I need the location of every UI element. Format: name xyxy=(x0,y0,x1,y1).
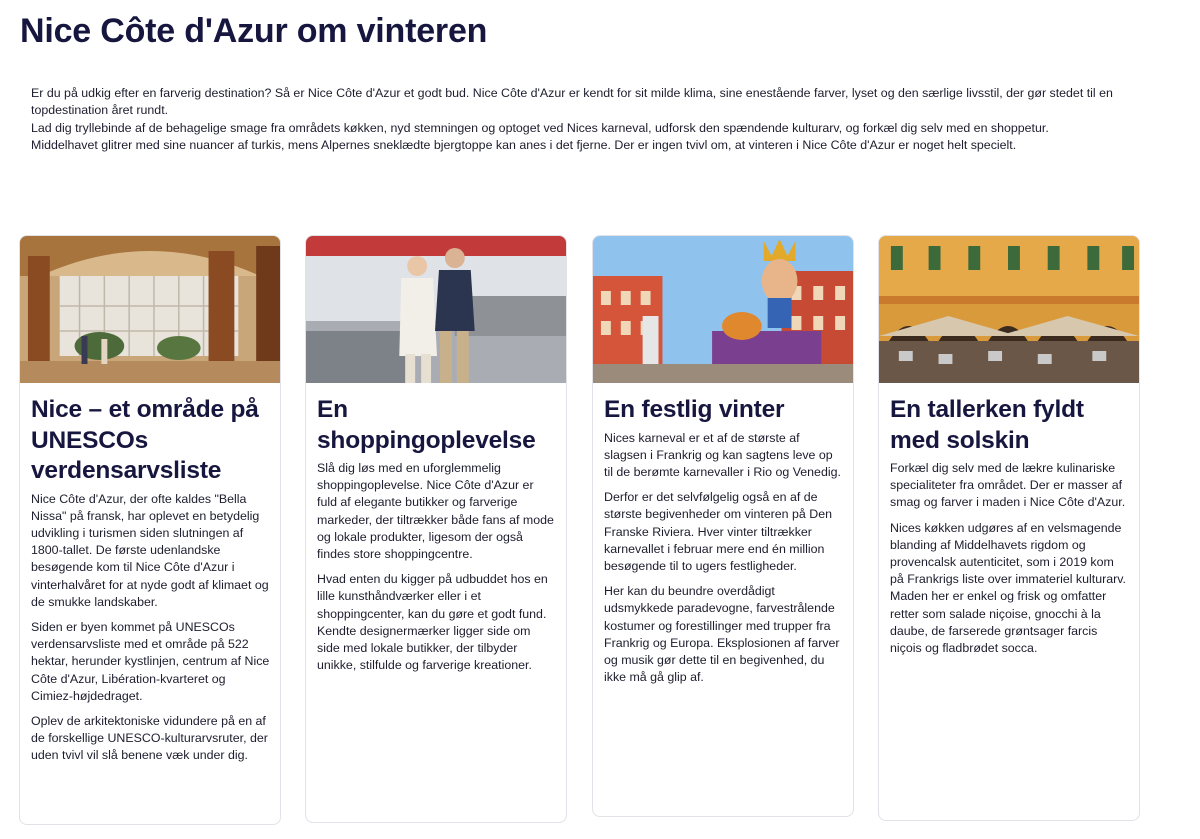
intro-paragraph: Er du på udkig efter en farverig destination? Så er Nice Côte d'Azur et godt bud. Nice Côte d'Azur er kendt for sit milde klima, sine enestående farver, lyset og den særlige livsstil, der gør stedet til en topdestination året rundt. xyxy=(31,86,1113,118)
card-shopping[interactable] xyxy=(305,235,567,823)
card-paragraph: Oplev de arkitektoniske vidundere på en af de forskellige UNESCO-kulturarvsruter, der uden tvivl vil slå benene væk under dig. xyxy=(31,713,268,763)
card-title: En shoppingoplevelse xyxy=(317,396,536,454)
card-title: Nice – et område på UNESCOs verdensarvsliste xyxy=(31,396,259,484)
card-paragraph: Nices karneval er et af de største af slagsen i Frankrig og kan sagtens leve op til de berømte karnevaller i Rio og Venedig. xyxy=(604,430,841,479)
card-carnival[interactable] xyxy=(592,235,854,817)
card-unesco[interactable] xyxy=(19,235,281,825)
cafe-terrace-photo xyxy=(879,236,1139,383)
page-title: Nice Côte d'Azur om vinteren xyxy=(20,12,488,50)
carnival-float-photo xyxy=(593,236,853,383)
card-cuisine[interactable] xyxy=(878,235,1140,821)
grand-hall-interior-photo xyxy=(20,236,280,383)
card-paragraph: Derfor er det selvfølgelig også en af de største begivenheder om vinteren på Den Franske Riviera. Hver vinter tiltrækker karnevallet i februar mere end én million besøgende til to ugers festligheder. xyxy=(604,490,832,573)
intro-paragraph: Middelhavet glitrer med sine nuancer af turkis, mens Alpernes sneklædte bjergtoppe kan anes i det fjerne. Der er ingen tvivl om, at vinteren i Nice Côte d'Azur er noget helt specielt. xyxy=(31,138,1017,153)
card-paragraph: Nices køkken udgøres af en velsmagende blanding af Middelhavets rigdom og provencalsk autenticitet, som i 2019 kom på Frankrigs liste over immateriel kulturarv. Maden her er enkel og frisk og omfatter retter som salade niçoise, gnocchi à la daube, de farserede grøntsager farcis niçois og fladbrødet socca. xyxy=(890,520,1126,656)
card-title: En festlig vinter xyxy=(604,396,785,423)
card-paragraph: Nice Côte d'Azur, der ofte kaldes "Bella Nissa" på fransk, har oplevet en betydelig udvikling i turismen siden slutningen af 1800-tallet. De første udenlandske besøgende kom til Nice Côte d'Azur i vinterhalvåret for at nyde godt af klimaet og de smukke landskaber. xyxy=(31,491,269,609)
card-paragraph: Forkæl dig selv med de lækre kulinariske specialiteter fra området. Der er masser af smag og farver i maden i Nice Côte d'Azur. xyxy=(890,461,1126,510)
card-paragraph: Siden er byen kommet på UNESCOs verdensarvsliste med et område på 522 hektar, herunder kystlinjen, centrum af Nice Côte d'Azur, Libération-kvarteret og Cimiez-højdedraget. xyxy=(31,619,270,703)
intro-paragraph: Lad dig tryllebinde af de behagelige smage fra områdets køkken, nyd stemningen og optoget ved Nices karneval, udforsk den spændende kulturarv, og forkæl dig selv med en shoppetur. xyxy=(31,120,1049,135)
card-paragraph: Hvad enten du kigger på udbuddet hos en lille kunsthåndværker eller i et shoppingcenter, kan du gøre et godt fund. Kendte designermærker ligger side om side med lokale butikker, der tilbyder unikke, stilfulde og farverige kreationer. xyxy=(317,572,548,673)
couple-shopping-photo xyxy=(306,236,566,383)
card-paragraph: Her kan du beundre overdådigt udsmykkede paradevogne, farvestrålende kostumer og forestillinger med trupper fra Frankrig og Europa. Eksplosionen af farver og musik gør dette til en begivenhed, du ikke må gå glip af. xyxy=(604,584,840,685)
card-title: En tallerken fyldt med solskin xyxy=(890,396,1084,454)
card-paragraph: Slå dig løs med en uforglemmelig shoppingoplevelse. Nice Côte d'Azur er fuld af elegante butikker og farverige markeder, der tiltrækker både fans af mode og lokale produkter, ligesom der også findes store shoppingcentre. xyxy=(317,461,554,562)
intro-text xyxy=(31,85,1141,155)
